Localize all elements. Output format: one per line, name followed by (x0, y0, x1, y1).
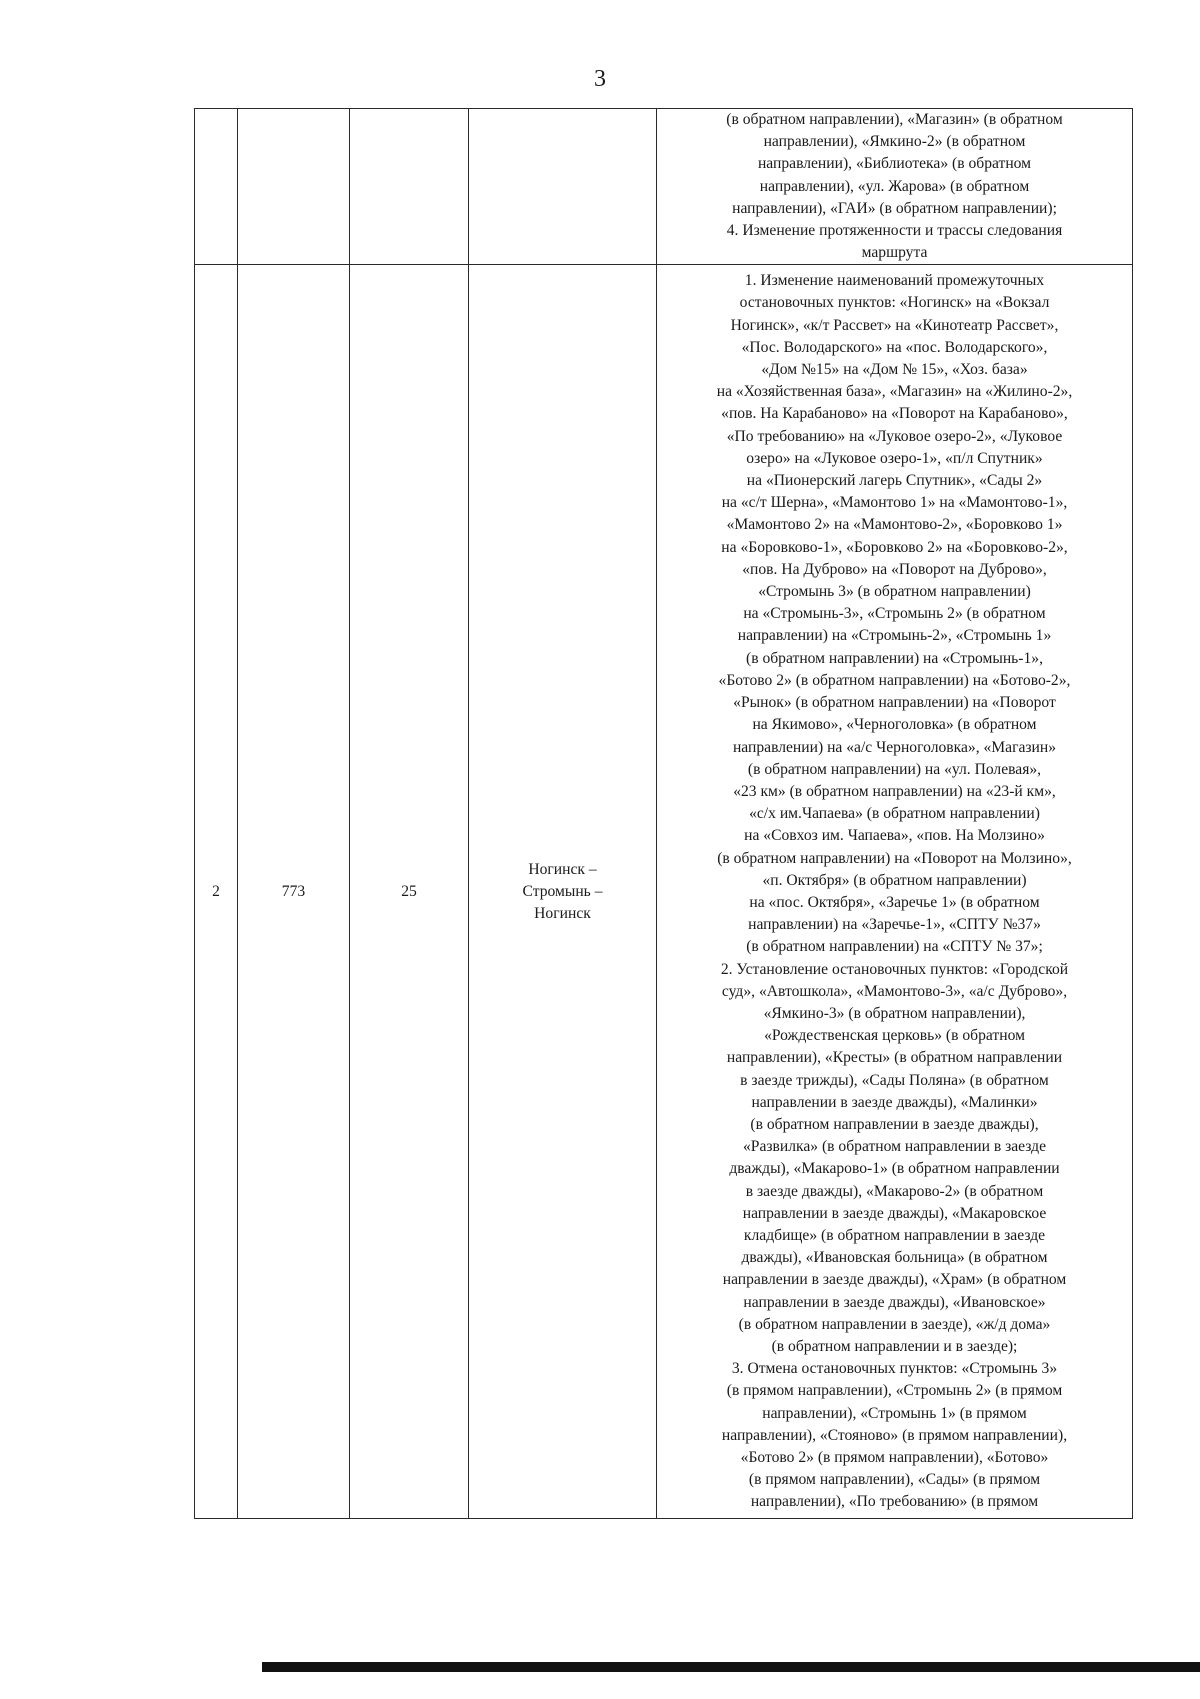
changes-text-line: направлении в заезде дважды), «Ивановское» (743, 1293, 1046, 1311)
changes-text-line: направлении), «По требованию» (в прямом (750, 1493, 1039, 1511)
changes-text-line: (в обратном направлении), «Магазин» (в обратном (726, 111, 1063, 128)
route-name-line: Ногинск – (528, 860, 597, 878)
row-number-cell (195, 109, 238, 265)
changes-text-line: кладбище» (в обратном направлении в заезде (743, 1226, 1046, 1244)
changes-text-line: на «Пионерский лагерь Спутник», «Сады 2» (746, 472, 1043, 490)
changes-text-line: направлении), «Стояново» (в прямом направлении), (721, 1426, 1068, 1444)
changes-text-line: «Рождественская церковь» (в обратном (764, 1027, 1025, 1045)
changes-text-line: (в обратном направлении в заезде дважды), (750, 1115, 1039, 1133)
changes-text-line: «Рынок» (в обратном направлении) на «Поворот (733, 694, 1056, 712)
route-length-cell (350, 109, 469, 265)
changes-text-line: 4. Изменение протяженности и трассы следования (726, 222, 1063, 240)
changes-text-line: Ногинск», «к/т Рассвет» на «Кинотеатр Рассвет», (730, 316, 1059, 334)
changes-text-line: направлении в заезде дважды), «Макаровское (742, 1204, 1047, 1222)
changes-text-line: направлении) на «Заречье-1», «СПТУ №37» (748, 916, 1041, 934)
changes-text-line: суд», «Автошкола», «Мамонтово-3», «а/с Дуброво», (721, 982, 1068, 1000)
changes-text-line: озеро» на «Луковое озеро-1», «п/л Спутник» (746, 449, 1043, 467)
changes-text-line: (в обратном направлении) на «Поворот на Молзино», (717, 849, 1072, 867)
changes-text-line: на «Стромынь-3», «Стромынь 2» (в обратном (743, 605, 1046, 623)
changes-text-line: (в обратном направлении) на «ул. Полевая», (747, 760, 1042, 778)
changes-text-line: направлении) на «а/с Черноголовка», «Магазин» (732, 738, 1057, 756)
routes-table-body (195, 109, 1133, 1519)
changes-text-line: дважды), «Макарово-1» (в обратном направлении (729, 1160, 1060, 1178)
changes-text-line: (в обратном направлении) на «СПТУ № 37»; (746, 938, 1043, 956)
changes-text-line: «Мамонтово 2» на «Мамонтово-2», «Боровково 1» (726, 516, 1063, 534)
page-number: 3 (594, 66, 606, 92)
changes-text-line: направлении), «Кресты» (в обратном направлении (726, 1049, 1063, 1067)
changes-text-line: направлении в заезде дважды), «Малинки» (751, 1093, 1038, 1111)
changes-text-line: остановочных пунктов: «Ногинск» на «Вокзал (739, 294, 1050, 312)
route-name-line: Стромынь – (522, 882, 603, 900)
changes-text-line: «23 км» (в обратном направлении) на «23-й км», (733, 782, 1056, 800)
changes-text-line: направлении в заезде дважды), «Храм» (в обратном (722, 1271, 1067, 1289)
route-number-cell (238, 109, 350, 265)
routes-table (194, 108, 1133, 1519)
changes-text-line: в заезде трижды), «Сады Поляна» (в обратном (740, 1071, 1049, 1089)
changes-text-line: (в прямом направлении), «Сады» (в прямом (748, 1471, 1041, 1489)
changes-text-line: «Стромынь 3» (в обратном направлении) (758, 583, 1031, 601)
changes-text-line: (в обратном направлении и в заезде); (771, 1337, 1018, 1355)
changes-text-line: «Дом №15» на «Дом № 15», «Хоз. база» (761, 361, 1028, 379)
changes-text-line: на «пос. Октября», «Заречье 1» (в обратном (749, 893, 1040, 911)
route-number-cell: 773 (238, 265, 350, 1519)
changes-text-line: направлении), «Библиотека» (в обратном (757, 155, 1032, 173)
changes-text-line: дважды), «Ивановская больница» (в обратном (741, 1249, 1048, 1267)
changes-text-line: на «Хозяйственная база», «Магазин» на «Жилино-2», (716, 383, 1073, 401)
changes-text-line: «Ботово 2» (в обратном направлении) на «Ботово-2», (718, 671, 1071, 689)
route-changes-cell (657, 109, 1133, 265)
changes-text-line: на «Боровково-1», «Боровково 2» на «Боровково-2», (721, 538, 1068, 556)
changes-text-line: (в обратном направлении в заезде), «ж/д дома» (738, 1315, 1051, 1333)
row-number-cell: 2 (195, 265, 238, 1519)
changes-text-line: 3. Отмена остановочных пунктов: «Стромынь 3» (731, 1360, 1058, 1378)
route-name-line: Ногинск (534, 905, 591, 923)
route-name-cell (469, 265, 657, 1519)
changes-text-line: направлении), «Ямкино-2» (в обратном (763, 133, 1026, 151)
changes-text-line: «Ямкино-3» (в обратном направлении), (763, 1004, 1026, 1022)
changes-text-line: «Ботово 2» (в прямом направлении), «Ботово» (740, 1449, 1049, 1466)
table-row (195, 109, 1133, 265)
scan-edge-bar (262, 1662, 1200, 1672)
changes-text-line: направлении), «ул. Жарова» (в обратном (759, 177, 1030, 195)
changes-text-line: «Пос. Володарского» на «пос. Володарского», (741, 338, 1048, 356)
changes-text-line: направлении) на «Стромынь-2», «Стромынь 1» (737, 627, 1052, 645)
route-name-cell (469, 109, 657, 265)
changes-text-line: «пов. На Дуброво» на «Поворот на Дуброво», (742, 560, 1047, 578)
changes-text-line: направлении), «Стромынь 1» (в прямом (762, 1404, 1027, 1422)
changes-text-line: «Развилка» (в обратном направлении в заезде (742, 1138, 1047, 1156)
changes-text-line: «п. Октября» (в обратном направлении) (762, 871, 1027, 889)
changes-text-line: «с/х им.Чапаева» (в обратном направлении) (749, 805, 1040, 823)
changes-text-line: (в обратном направлении) на «Стромынь-1», (746, 649, 1043, 667)
changes-text-line: «пов. На Карабаново» на «Поворот на Карабаново», (721, 405, 1068, 423)
changes-text-line: (в прямом направлении), «Стромынь 2» (в прямом (726, 1382, 1063, 1400)
changes-text-line: 1. Изменение наименований промежуточных (744, 272, 1045, 290)
changes-text-line: 2. Установление остановочных пунктов: «Городской (720, 960, 1069, 978)
changes-text-line: на Якимово», «Черноголовка» (в обратном (752, 716, 1037, 734)
table-row (195, 265, 1133, 1519)
changes-text-line: на «Совхоз им. Чапаева», «пов. На Молзино» (744, 827, 1045, 845)
route-length-cell: 25 (350, 265, 469, 1519)
changes-text-line: на «с/т Шерна», «Мамонтово 1» на «Мамонтово-1», (721, 494, 1068, 512)
changes-text-line: «По требованию» на «Луковое озеро-2», «Луковое (726, 427, 1063, 445)
changes-text-line: в заезде дважды), «Макарово-2» (в обратном (745, 1182, 1044, 1200)
changes-text-line: маршрута (861, 244, 928, 262)
route-changes-cell (657, 265, 1133, 1519)
changes-text-line: направлении), «ГАИ» (в обратном направлении); (732, 199, 1057, 217)
